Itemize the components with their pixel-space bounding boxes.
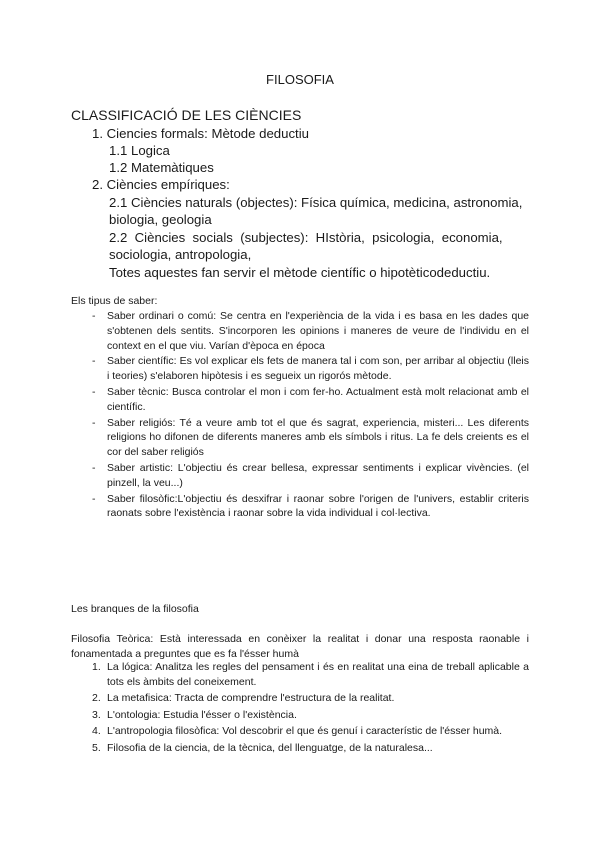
classification-line: 2.1 Ciències naturals (objectes): Física química, medicina, astronomia, xyxy=(109,195,523,210)
list-item xyxy=(92,691,529,706)
item-number: 5. xyxy=(92,741,101,754)
item-number: 3. xyxy=(92,708,101,721)
list-item xyxy=(92,461,529,491)
knowledge-types-list xyxy=(92,309,529,522)
classification-heading: CLASSIFICACIÓ DE LES CIÈNCIES xyxy=(71,107,302,123)
bullet-dash: - xyxy=(92,385,96,398)
list-item-text: Saber científic: Es vol explicar els fets de manera tal i com son, per arribar al objectiu (lleis i teories) s'elaboren hipòtesis i es segueix un rigorós mètode. xyxy=(107,355,529,383)
item-number: 2. xyxy=(92,692,101,704)
bullet-dash: - xyxy=(92,355,96,368)
document-title: FILOSOFIA xyxy=(266,72,334,87)
branches-list xyxy=(92,660,529,757)
bullet-dash: - xyxy=(92,492,96,505)
branches-intro: Filosofia Teòrica: Està interessada en conèixer la realitat i donar una resposta raonable i fonamentada a preguntes que es fa l'ésser humà xyxy=(71,633,529,660)
list-item-text: L'ontologia: Estudia l'ésser o l'existència. xyxy=(107,708,297,721)
item-number: 4. xyxy=(92,725,101,737)
list-item xyxy=(92,309,529,353)
list-item xyxy=(92,385,529,415)
classification-line: sociologia, antropologia, xyxy=(109,247,252,262)
branches-heading: Les branques de la filosofia xyxy=(71,603,199,615)
classification-line: 1.1 Logica xyxy=(109,143,170,158)
list-item-text: Saber ordinari o comú: Se centra en l'experiència de la vida i es basa en les dades que s'obtenen dels sentits. S'incorporen les opinions i maneres de veure de l'individu en el context en el que viu. Varían d'època en época xyxy=(107,310,529,352)
bullet-dash: - xyxy=(92,461,96,474)
bullet-dash: - xyxy=(92,416,96,429)
list-item xyxy=(92,416,529,460)
list-item-text: Saber tècnic: Busca controlar el mon i com fer-ho. Actualment està molt relacionat amb el científic. xyxy=(107,385,529,413)
list-item-text: Saber religiós: Té a veure amb tot el que és sagrat, experiencia, misteri... Les diferents religions ho difonen de diferents maneres amb els símbols i ritus. La fe dels creients es el cor del saber religiós xyxy=(107,416,529,459)
classification-line: 2.2 Ciències socials (subjectes): HIstòria, psicologia, economia, xyxy=(109,230,503,245)
bullet-dash: - xyxy=(92,310,96,322)
list-item xyxy=(92,354,529,384)
list-item-text: L'antropologia filosòfica: Vol descobrir el que és genuí i característic de l'ésser humà. xyxy=(107,725,503,737)
classification-line: 1.2 Matemàtiques xyxy=(109,160,214,175)
item-number: 1. xyxy=(92,661,101,673)
classification-line: 2. Ciències empíriques: xyxy=(92,177,230,192)
classification-line: 1. Ciencies formals: Mètode deductiu xyxy=(92,126,309,141)
classification-line: biologia, geologia xyxy=(109,212,212,227)
list-item xyxy=(92,708,529,723)
classification-line: Totes aquestes fan servir el mètode científic o hipotèticodeductiu. xyxy=(109,265,491,280)
list-item-text: La metafisica: Tracta de comprendre l'estructura de la realitat. xyxy=(107,692,395,704)
list-item xyxy=(92,741,529,756)
list-item-text: Filosofia de la ciencia, de la tècnica, del llenguatge, de la naturalesa... xyxy=(107,741,433,754)
list-item-text: Saber artistic: L'objectiu és crear bellesa, expressar sentiments i explicar vivències. (el pinzell, la veu...) xyxy=(107,461,529,489)
list-item-text: Saber filosòfic:L'objectiu és desxifrar i raonar sobre l'origen de l'univers, establir criteris raonats sobre l'existència i raonar sobre la vida individual i col·lectiva. xyxy=(107,492,529,520)
list-item-text: La lógica: Analitza les regles del pensament i és en realitat una eina de treball aplicable a tots els àmbits del coneixement. xyxy=(107,661,529,688)
knowledge-types-heading: Els tipus de saber: xyxy=(71,295,158,307)
list-item xyxy=(92,660,529,689)
list-item xyxy=(92,492,529,522)
list-item xyxy=(92,724,529,739)
